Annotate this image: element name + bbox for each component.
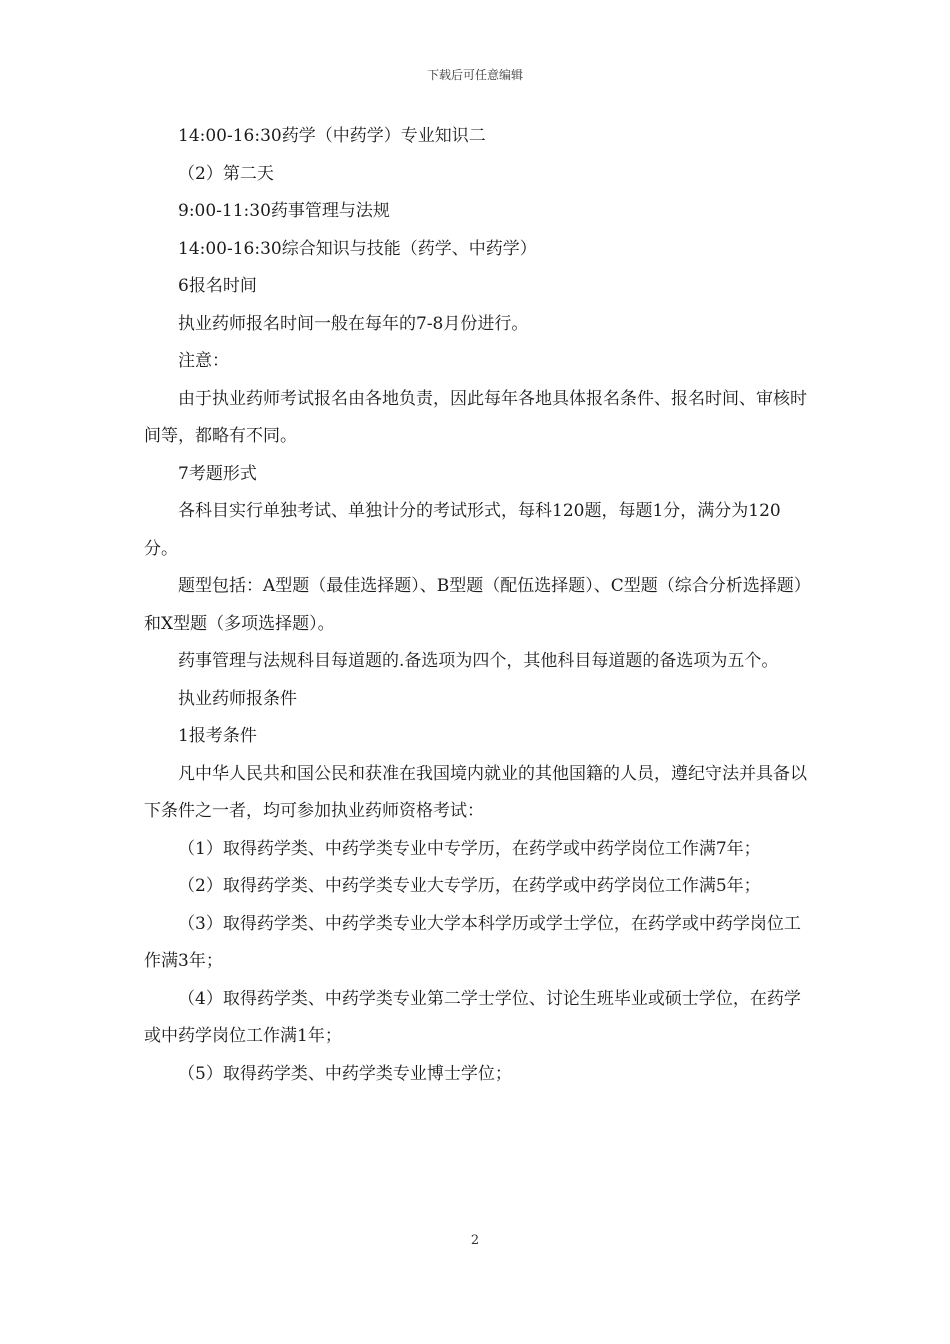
paragraph: 14:00-16:30药学（中药学）专业知识二 [178, 126, 486, 146]
paragraph: 9:00-11:30药事管理与法规 [178, 201, 390, 221]
list-item: （4）取得药学类、中药学类专业第二学士学位、讨论生班毕业或硕士学位，在药学或中药学岗位工作满1年； [144, 988, 801, 1046]
section-heading: 执业药师报条件 [178, 688, 297, 709]
list-item: （5）取得药学类、中药学类专业博士学位； [178, 1063, 512, 1084]
paragraph: 14:00-16:30综合知识与技能（药学、中药学） [178, 238, 537, 259]
document-body [144, 118, 808, 1093]
paragraph: （2）第二天 [178, 163, 274, 184]
page-header: 下载后可任意编辑 [426, 68, 523, 82]
paragraph: 各科目实行单独考试、单独计分的考试形式，每科120题，每题1分，满分为120分。 [144, 501, 781, 559]
paragraph: 凡中华人民共和国公民和获准在我国境内就业的其他国籍的人员，遵纪守法并具备以下条件之一者，均可参加执业药师资格考试： [144, 763, 807, 821]
list-item: （2）取得药学类、中药学类专业大专学历，在药学或中药学岗位工作满5年； [178, 876, 761, 896]
note-label: 注意： [178, 351, 229, 371]
paragraph: 执业药师报名时间一般在每年的7-8月份进行。 [178, 313, 529, 334]
section-heading: 6报名时间 [178, 276, 257, 296]
paragraph: 由于执业药师考试报名由各地负责，因此每年各地具体报名条件、报名时间、审核时间等，都略有不同。 [144, 388, 807, 446]
page-number: 2 [470, 1233, 480, 1248]
list-item: （3）取得药学类、中药学类专业大学本科学历或学士学位，在药学或中药学岗位工作满3年； [144, 913, 801, 971]
paragraph: 题型包括：A型题（最佳选择题）、B型题（配伍选择题）、C型题（综合分析选择题）和X型题（多项选择题）。 [144, 576, 803, 634]
paragraph: 药事管理与法规科目每道题的.备选项为四个，其他科目每道题的备选项为五个。 [178, 651, 779, 671]
list-item: （1）取得药学类、中药学类专业中专学历，在药学或中药学岗位工作满7年； [178, 838, 761, 859]
section-heading: 7考题形式 [178, 463, 257, 484]
section-heading: 1报考条件 [178, 726, 257, 746]
